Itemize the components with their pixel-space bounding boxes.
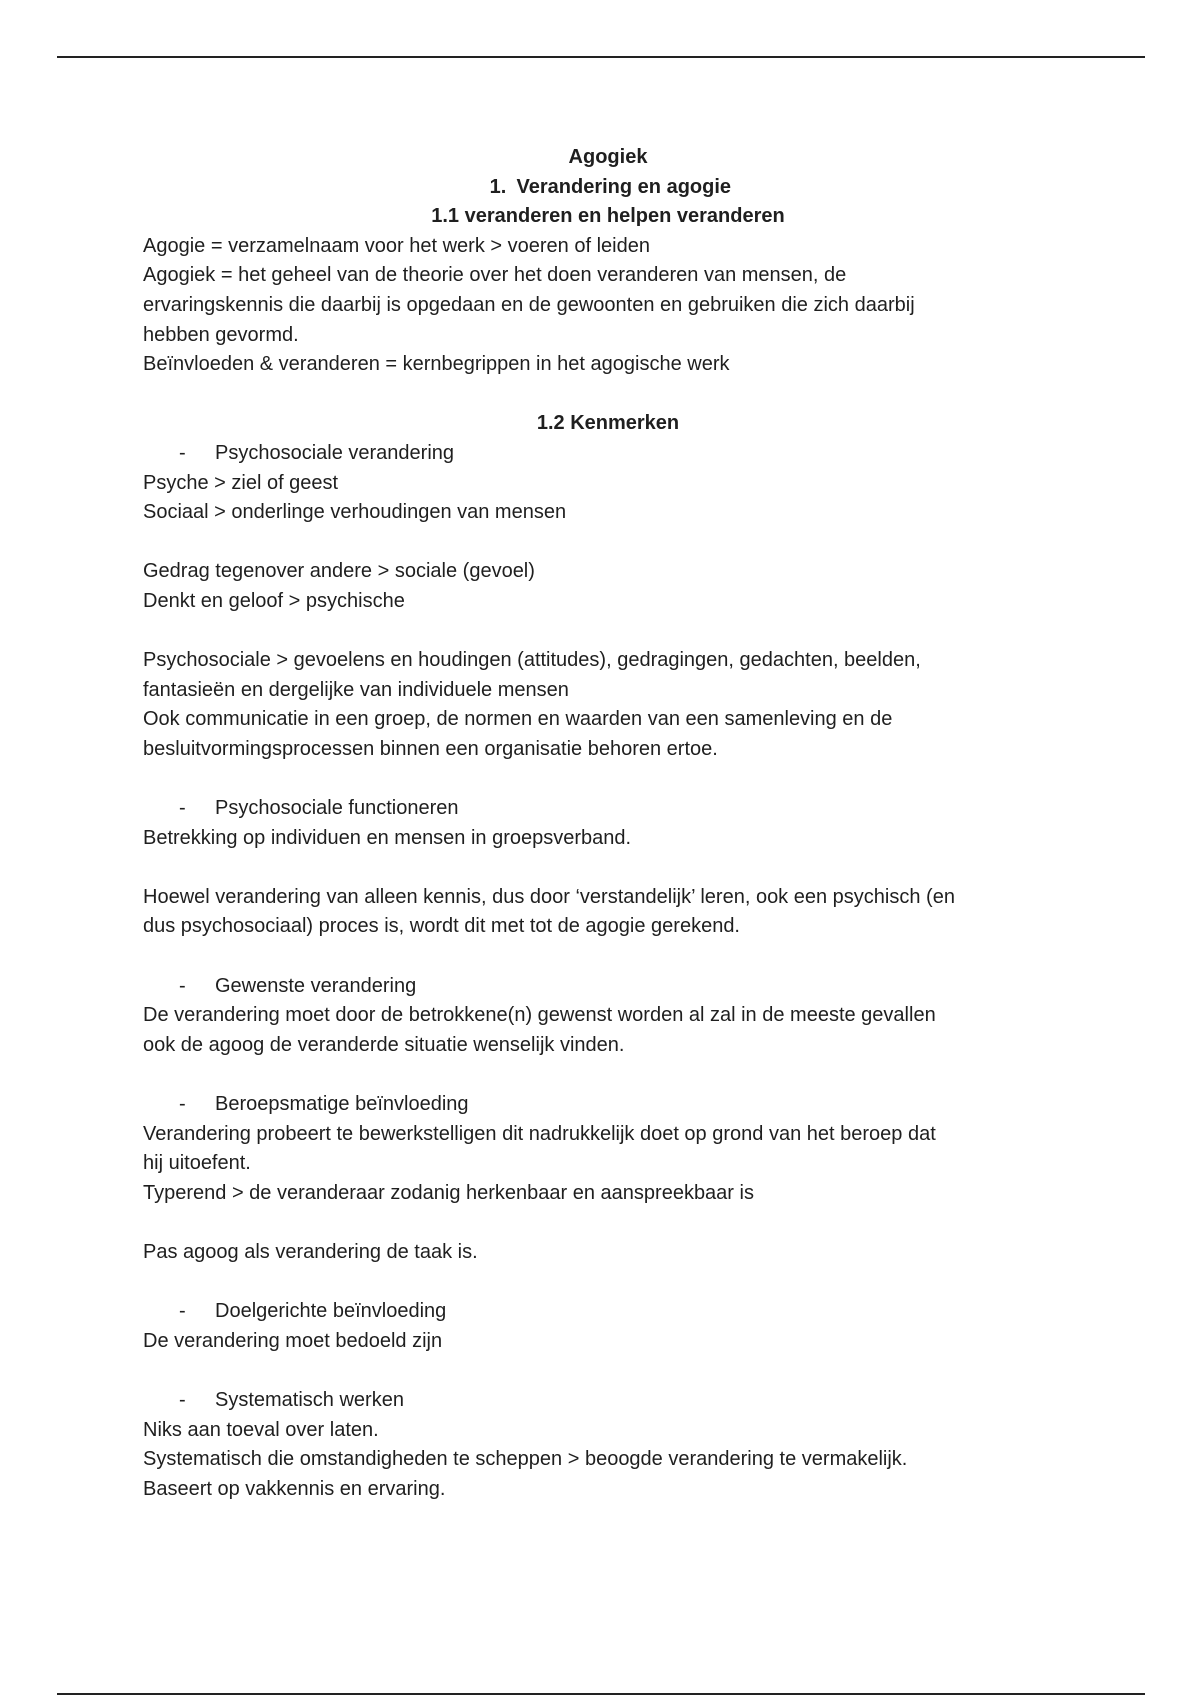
bullet-dash: - [179, 974, 186, 997]
paragraph-line: Pas agoog als verandering de taak is. [143, 1240, 478, 1263]
paragraph-line: hij uitoefent. [143, 1152, 251, 1175]
bullet-item [143, 1090, 1073, 1120]
bullet-item [143, 794, 1073, 824]
paragraph-line: Niks aan toeval over laten. [143, 1418, 379, 1441]
paragraph-line: dus psychosociaal) proces is, wordt dit met tot de agogie gerekend. [143, 915, 740, 938]
paragraph-line: Hoewel verandering van alleen kennis, dus door ‘verstandelijk’ leren, ook een psychisch (en [143, 885, 955, 908]
chapter-title: Verandering en agogie [516, 175, 732, 198]
paragraph-line: Sociaal > onderlinge verhoudingen van mensen [143, 501, 567, 524]
paragraph-line: Denkt en geloof > psychische [143, 589, 405, 612]
paragraph-line: Beïnvloeden & veranderen = kernbegrippen in het agogische werk [143, 353, 730, 376]
paragraph-line: Psychosociale > gevoelens en houdingen (attitudes), gedragingen, gedachten, beelden, [143, 649, 921, 672]
bullet-label: Psychosociale verandering [215, 441, 455, 464]
bullet-item [143, 972, 1073, 1002]
paragraph-line: besluitvormingsprocessen binnen een organisatie behoren ertoe. [143, 737, 718, 760]
document-title: Agogiek [568, 146, 648, 168]
chapter-number: 1. [489, 175, 507, 198]
paragraph-line: Typerend > de veranderaar zodanig herkenbaar en aanspreekbaar is [143, 1181, 754, 1204]
paragraph-line: De verandering moet bedoeld zijn [143, 1329, 443, 1352]
bullet-dash: - [179, 1093, 186, 1115]
section-heading-1-1: 1.1 veranderen en helpen veranderen [431, 205, 785, 228]
bullet-label: Gewenste verandering [215, 974, 417, 997]
paragraph-line: Systematisch die omstandigheden te scheppen > beoogde verandering te vermakelijk. [143, 1448, 908, 1471]
paragraph-line: ook de agoog de veranderde situatie wenselijk vinden. [143, 1033, 625, 1056]
section-heading-1-2: 1.2 Kenmerken [536, 412, 680, 435]
bullet-dash: - [179, 797, 186, 820]
paragraph-line: Betrekking op individuen en mensen in groepsverband. [143, 826, 632, 849]
bullet-item [143, 439, 1073, 469]
bullet-label: Beroepsmatige beïnvloeding [215, 1093, 469, 1115]
bullet-item [143, 1386, 1073, 1416]
paragraph-line: Psyche > ziel of geest [143, 471, 339, 494]
page-top-rule [57, 56, 1145, 58]
bullet-label: Psychosociale functioneren [215, 797, 459, 820]
paragraph-line: Gedrag tegenover andere > sociale (gevoel) [143, 560, 535, 583]
paragraph-line: ervaringskennis die daarbij is opgedaan en de gewoonten en gebruiken die zich daarbij [143, 293, 915, 316]
page-bottom-rule [57, 1693, 1145, 1695]
paragraph-line: Agogiek = het geheel van de theorie over het doen veranderen van mensen, de [143, 264, 847, 287]
bullet-dash: - [179, 441, 186, 464]
bullet-dash: - [179, 1388, 186, 1411]
document-body [143, 143, 1073, 1504]
bullet-item [143, 1297, 1073, 1327]
paragraph-line: Ook communicatie in een groep, de normen en waarden van een samenleving en de [143, 708, 893, 731]
paragraph-line: fantasieën en dergelijke van individuele mensen [143, 678, 569, 701]
paragraph-line: De verandering moet door de betrokkene(n) gewenst worden al zal in de meeste gevallen [143, 1004, 936, 1027]
paragraph-line: hebben gevormd. [143, 323, 299, 346]
paragraph-line: Verandering probeert te bewerkstelligen dit nadrukkelijk doet op grond van het beroep dat [143, 1122, 936, 1145]
paragraph-line: Baseert op vakkennis en ervaring. [143, 1477, 446, 1500]
bullet-label: Systematisch werken [215, 1388, 404, 1411]
bullet-label: Doelgerichte beïnvloeding [215, 1300, 447, 1323]
chapter-heading [143, 173, 1073, 203]
bullet-dash: - [179, 1300, 186, 1323]
paragraph-line: Agogie = verzamelnaam voor het werk > voeren of leiden [143, 234, 650, 257]
